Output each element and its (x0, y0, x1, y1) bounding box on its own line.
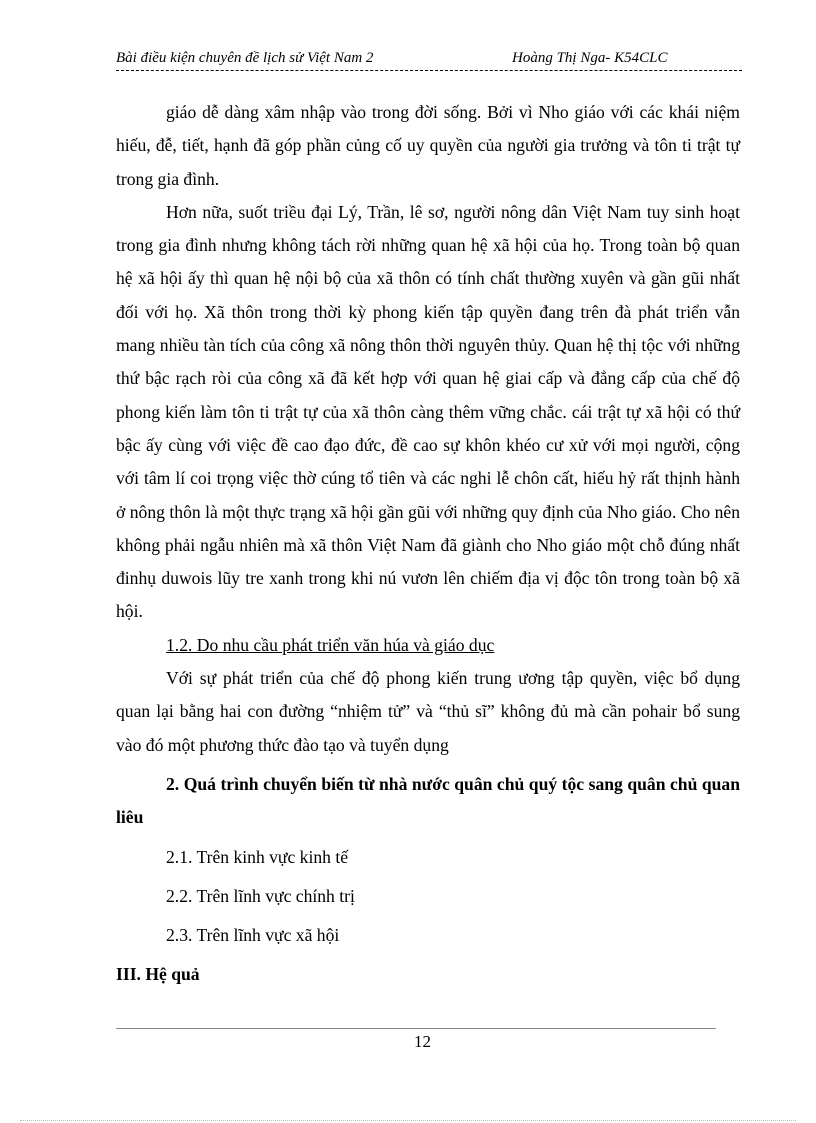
page-edge (20, 1120, 796, 1121)
footer-divider (116, 1028, 716, 1029)
header-author: Hoàng Thị Nga- K54CLC (512, 50, 668, 66)
heading-1-2-text: 1.2. Do nhu cầu phát triển văn húa và giáo dục (166, 634, 495, 655)
document-body (116, 96, 740, 992)
paragraph-2: Hơn nữa, suốt triều đại Lý, Trần, lê sơ, người nông dân Việt Nam tuy sinh hoạt trong gia đình nhưng không tách rời những quan hệ xã hội của họ. Trong toàn bộ quan hệ xã hội ấy thì quan hệ nội bộ của xã thôn có tính chất thường xuyên và gần gũi nhất đối với họ. Xã thôn trong thời kỳ phong kiến tập quyền đang trên đà phát triển vẫn mang nhiều tàn tích của công xã nông thôn thời nguyên thủy. Quan hệ thị tộc với những thứ bậc rạch ròi của công xã đã kết hợp với quan hệ giai cấp và đẳng cấp của chế độ phong kiến làm tôn ti trật tự của xã thôn càng thêm vững chắc. cái trật tự xã hội có thứ bậc ấy cùng với việc đề cao đạo đức, đề cao sự khôn khéo cư xử với mọi người, cộng với tâm lí coi trọng việc thờ cúng tổ tiên và các nghi lễ chôn cất, hiếu hỷ rất thịnh hành ở nông thôn là một thực trạng xã hội gần gũi với những quy định của Nho giáo. Cho nên không phải ngẫu nhiên mà xã thôn Việt Nam đã giành cho Nho giáo một chỗ đúng nhất đinhụ duwois lũy tre xanh trong khi nú vươn lên chiếm địa vị độc tôn trong toàn bộ xã hội. (116, 201, 740, 622)
heading-1-2 (116, 629, 740, 662)
page-number: 12 (414, 1032, 431, 1051)
heading-2-3: 2.3. Trên lĩnh vực xã hội (166, 925, 340, 946)
header-title: Bài điều kiện chuyên đề lịch sử Việt Nam 2 (116, 50, 374, 66)
heading-2-2: 2.2. Trên lĩnh vực chính trị (166, 885, 355, 906)
paragraph-3: Với sự phát triển của chế độ phong kiến trung ương tập quyền, việc bổ dụng quan lại bằng hai con đường “nhiệm tử” và “thủ sĩ” không đủ mà cần pohair bổ sung vào đó một phương thức đào tạo và tuyển dụng (116, 668, 740, 755)
heading-2: 2. Quá trình chuyển biến từ nhà nước quân chủ quý tộc sang quân chủ quan liêu (116, 773, 740, 828)
heading-2-1: 2.1. Trên kinh vực kinh tế (166, 846, 349, 867)
paragraph-1: giáo dễ dàng xâm nhập vào trong đời sống. Bởi vì Nho giáo với các khái niệm hiếu, đễ, tiết, hạnh đã góp phần củng cố uy quyền của người gia trưởng và tôn ti trật tự trong gia đình. (116, 102, 740, 189)
heading-3: III. Hệ quả (116, 964, 200, 985)
page-header (116, 48, 742, 71)
